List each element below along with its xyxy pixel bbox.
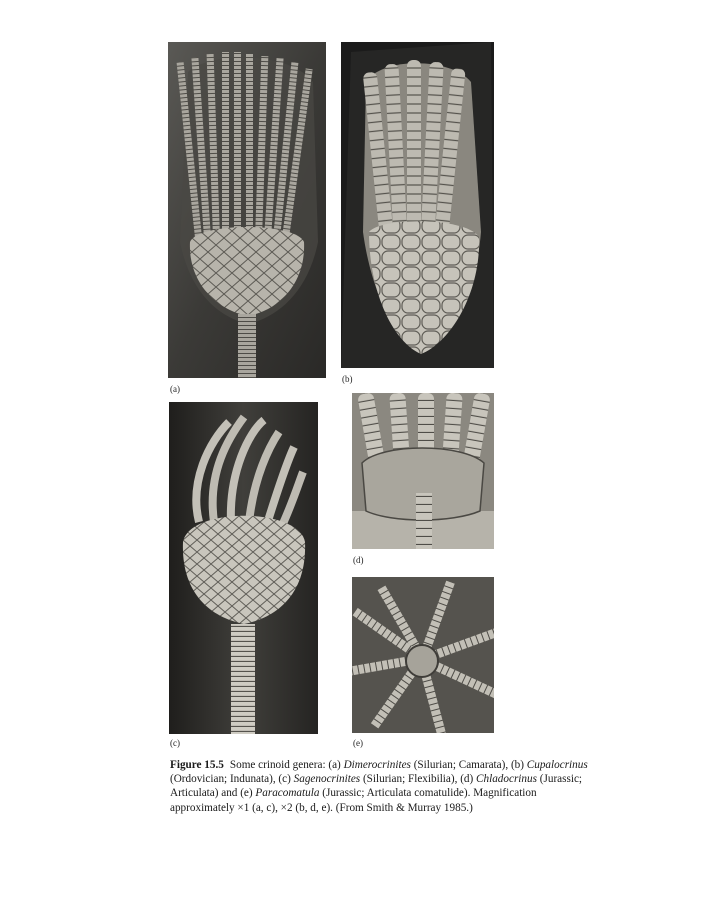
genus-sagenocrinites: Sagenocrinites [293, 773, 361, 786]
photo-panel-a [168, 42, 326, 378]
caption-text-6: (Jurassic; Articulata comatulide). Magnification approximately ×1 (a, c), ×2 (b, d, e). (From Smith & Murray 1985.) [170, 787, 537, 814]
panel-label-e: (e) [353, 738, 363, 748]
figure-number: Figure 15.5 [170, 759, 224, 771]
caption-text-1: Some crinoid genera: (a) [229, 759, 344, 771]
caption-text-3: (Ordovician; Indunata), (c) [170, 773, 294, 786]
photo-panel-c [169, 402, 318, 734]
crinoid-fossil-d [352, 393, 494, 549]
photo-panel-e [352, 577, 494, 733]
panel-label-d: (d) [353, 555, 364, 565]
caption-text-5: (Jurassic; Articulata) and (e) [170, 773, 583, 800]
genus-dimerocrinites: Dimerocrinites [343, 759, 411, 771]
crinoid-fossil-e [352, 577, 494, 733]
caption-text-4: (Silurian; Flexibilia), (d) [360, 773, 477, 786]
crinoid-fossil-a [168, 42, 326, 378]
photo-panel-d [352, 393, 494, 549]
figure-caption [170, 758, 590, 815]
panel-label-a: (a) [170, 384, 180, 394]
photo-panel-b [341, 42, 494, 368]
genus-chladocrinus: Chladocrinus [476, 773, 537, 786]
crinoid-fossil-c [169, 402, 318, 734]
panel-label-c: (c) [170, 738, 180, 748]
panel-label-b: (b) [342, 374, 353, 384]
caption-text-2: (Silurian; Camarata), (b) [410, 759, 527, 771]
crinoid-fossil-b [341, 42, 494, 368]
genus-paracomatula: Paracomatula [255, 787, 320, 800]
genus-cupalocrinus: Cupalocrinus [526, 759, 588, 771]
